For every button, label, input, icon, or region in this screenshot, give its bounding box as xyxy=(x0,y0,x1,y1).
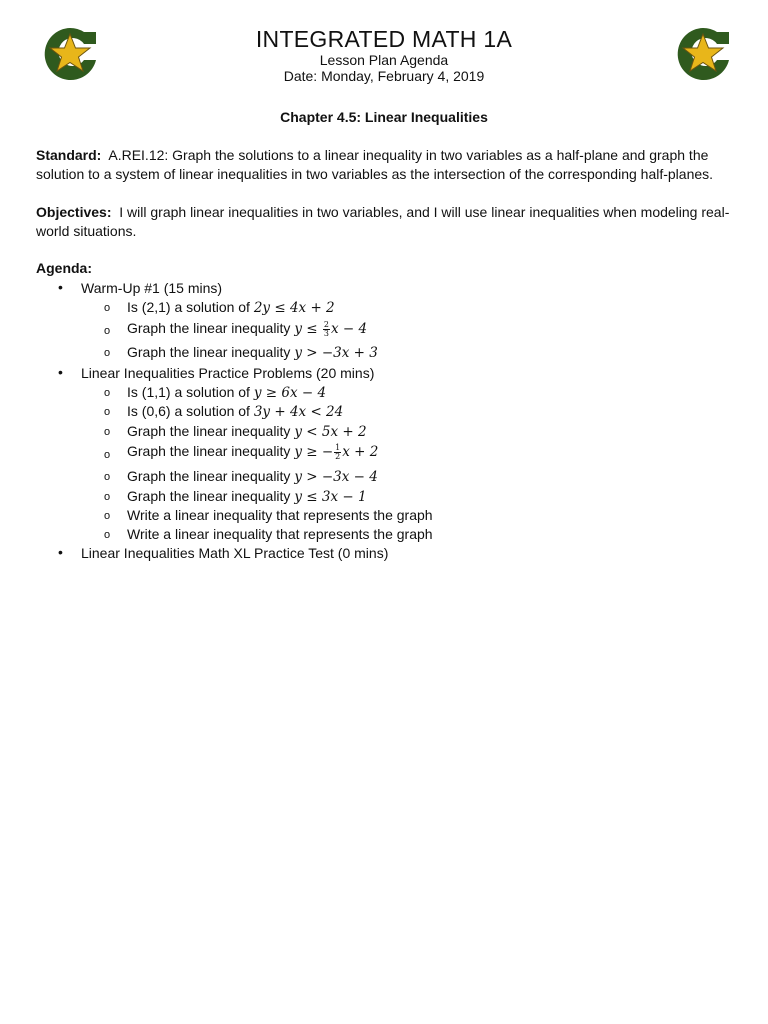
agenda-heading: Agenda: xyxy=(36,260,92,276)
bullet-circle-icon: o xyxy=(104,529,111,541)
agenda-item-warmup: Warm-Up #1 (15 mins) xyxy=(81,280,223,296)
bullet-circle-icon: o xyxy=(104,449,111,461)
bullet-circle-icon: o xyxy=(104,406,111,418)
bullet-icon: • xyxy=(58,544,63,560)
standard-paragraph xyxy=(36,146,736,184)
list-item: Graph the linear inequality y ≤ 3x − 1 xyxy=(127,488,367,505)
list-item: Is (2,1) a solution of 2y ≤ 4x + 2 xyxy=(127,299,335,316)
bullet-circle-icon: o xyxy=(104,426,111,438)
bullet-circle-icon: o xyxy=(104,491,111,503)
agenda-item-practice: Linear Inequalities Practice Problems (20 mins) xyxy=(81,365,375,381)
standard-label: Standard: xyxy=(36,147,102,163)
list-item: Is (1,1) a solution of y ≥ 6x − 4 xyxy=(127,384,327,401)
page-subtitle: Lesson Plan Agenda xyxy=(319,52,449,68)
bullet-circle-icon: o xyxy=(104,325,111,337)
list-item: Is (0,6) a solution of 3y + 4x < 24 xyxy=(127,403,344,420)
standard-text: A.REI.12: Graph the solutions to a linear inequality in two variables as a half-plane and graph the solution to a system of linear inequalities in two variables as the intersection of the corresponding half-planes. xyxy=(36,147,714,182)
bullet-icon: • xyxy=(58,279,63,295)
list-item: Write a linear inequality that represents the graph xyxy=(127,526,433,542)
list-item: Graph the linear inequality y ≥ − $\frac{1}{2}$ x + 2 xyxy=(127,442,379,461)
agenda-item-mathxl: Linear Inequalities Math XL Practice Test (0 mins) xyxy=(81,545,389,561)
list-item: Graph the linear inequality y > −3x + 3 xyxy=(127,344,378,361)
list-item: Write a linear inequality that represents the graph xyxy=(127,507,433,523)
list-item: Graph the linear inequality y > −3x − 4 xyxy=(127,468,378,485)
list-item: Graph the linear inequality y ≤ $\frac{2}{3}$ x − 4 xyxy=(127,319,368,338)
bullet-circle-icon: o xyxy=(104,387,111,399)
page-date: Date: Monday, February 4, 2019 xyxy=(283,68,485,84)
list-item: Graph the linear inequality y < 5x + 2 xyxy=(127,423,367,440)
page-title: INTEGRATED MATH 1A xyxy=(255,26,513,52)
bullet-circle-icon: o xyxy=(104,471,111,483)
document-header xyxy=(0,26,768,84)
bullet-circle-icon: o xyxy=(104,347,111,359)
bullet-circle-icon: o xyxy=(104,302,111,314)
bullet-circle-icon: o xyxy=(104,510,111,522)
objectives-paragraph xyxy=(36,203,736,241)
objectives-text: I will graph linear inequalities in two variables, and I will use linear inequalities when modeling real-world situations. xyxy=(36,204,730,239)
bullet-icon: • xyxy=(58,364,63,380)
objectives-label: Objectives: xyxy=(36,204,112,220)
chapter-heading: Chapter 4.5: Linear Inequalities xyxy=(280,109,488,125)
